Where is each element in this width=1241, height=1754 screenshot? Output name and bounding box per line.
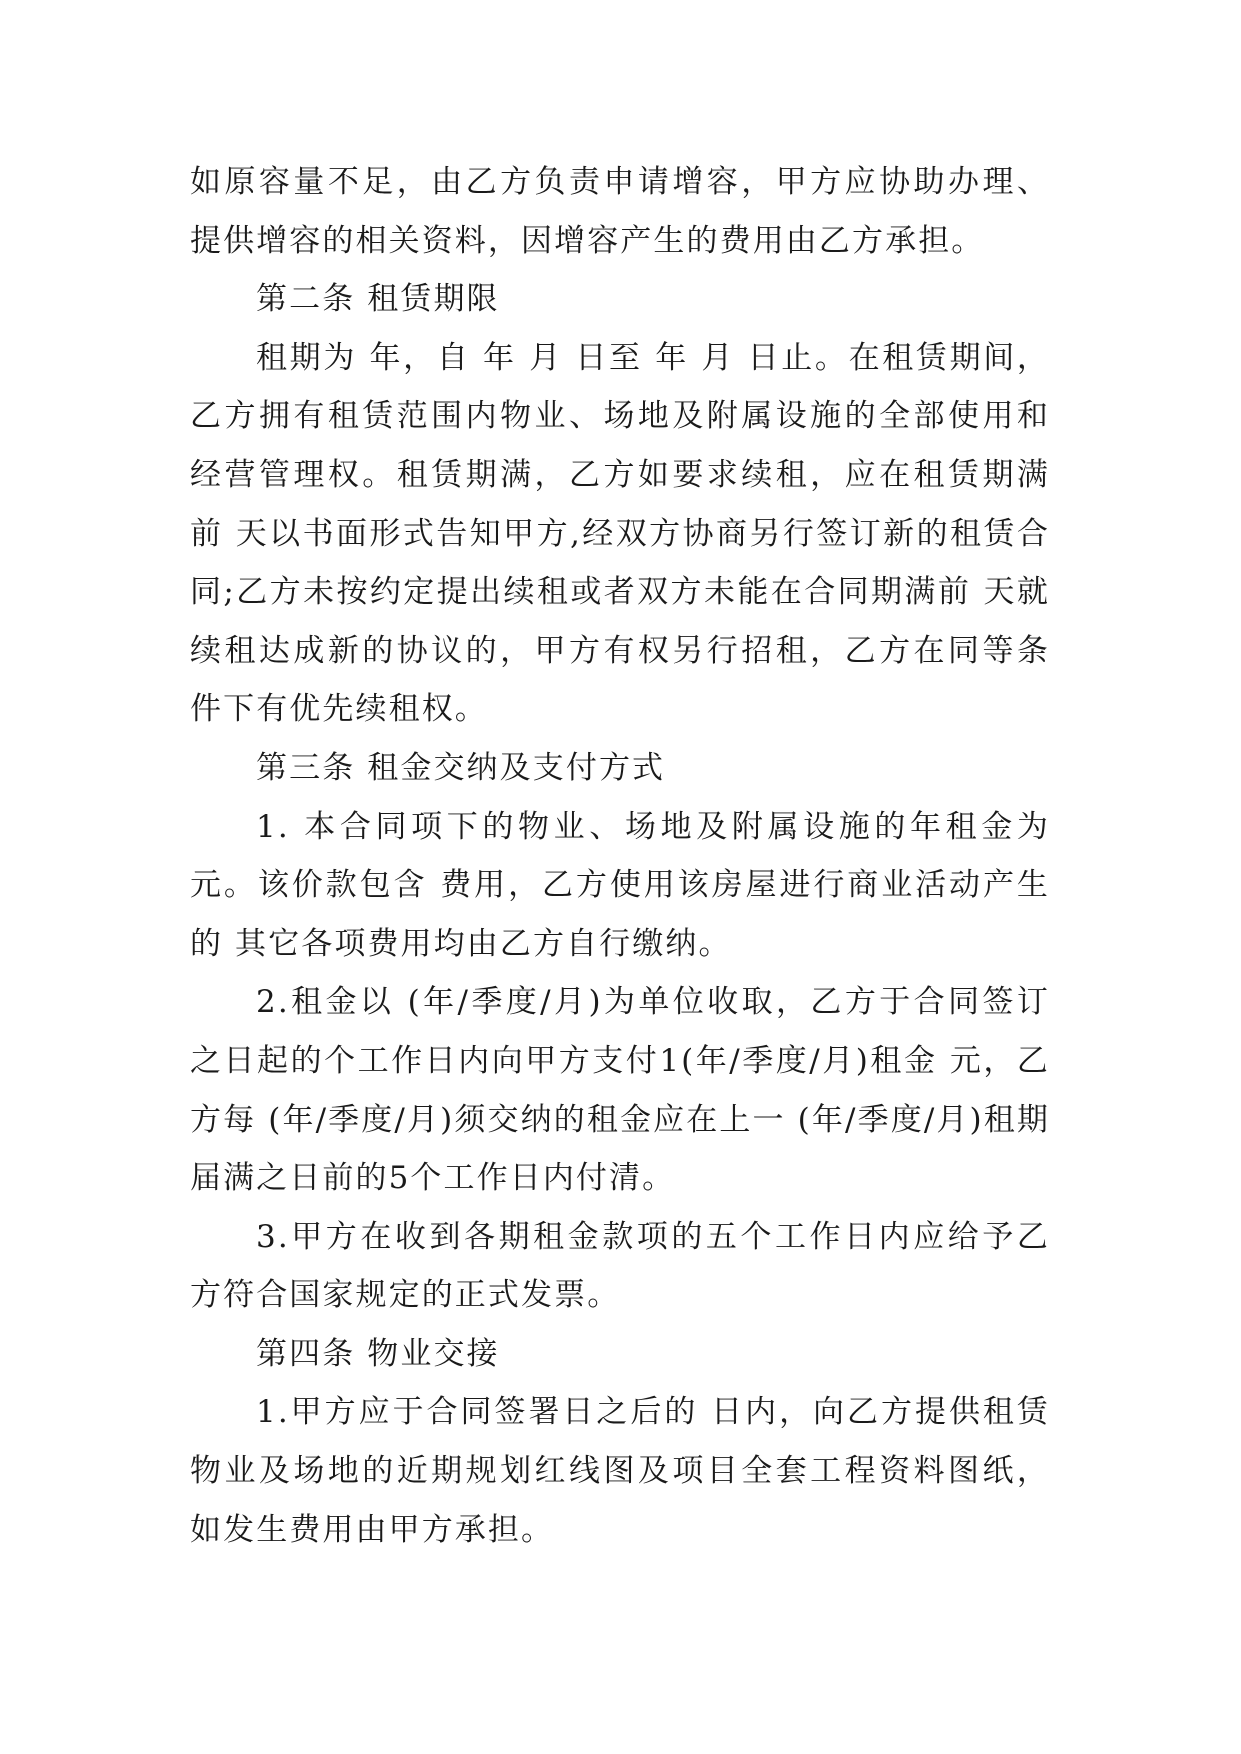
paragraph-rent-payment: 2.租金以 (年/季度/月)为单位收取，乙方于合同签订之日起的个工作日内向甲方支付1(年/季度/月)租金 元，乙方每 (年/季度/月)须交纳的租金应在上一 (年/季度/月)租期届满之日前的5个工作日内付清。: [190, 984, 1050, 1197]
document-body: [190, 153, 1050, 1559]
paragraph-capacity: 如原容量不足，由乙方负责申请增容，甲方应协助办理、提供增容的相关资料，因增容产生的费用由乙方承担。: [190, 164, 1050, 259]
heading-article-2: 第二条 租赁期限: [256, 281, 500, 318]
paragraph-handover: 1.甲方应于合同签署日之后的 日内，向乙方提供租赁物业及场地的近期规划红线图及项目全套工程资料图纸，如发生费用由甲方承担。: [190, 1394, 1050, 1548]
paragraph-lease-term: 租期为 年，自 年 月 日至 年 月 日止。在租赁期间，乙方拥有租赁范围内物业、场地及附属设施的全部使用和经营管理权。租赁期满，乙方如要求续租，应在租赁期满前 天以书面形式告知甲方,经双方协商另行签订新的租赁合同;乙方未按约定提出续租或者双方未能在合同期满前 天就续租达成新的协议的，甲方有权另行招租，乙方在同等条件下有优先续租权。: [190, 339, 1050, 728]
heading-article-4: 第四条 物业交接: [256, 1335, 500, 1372]
paragraph-rent-amount: 1. 本合同项下的物业、场地及附属设施的年租金为 元。该价款包含 费用，乙方使用该房屋进行商业活动产生的 其它各项费用均由乙方自行缴纳。: [190, 808, 1050, 962]
heading-article-3: 第三条 租金交纳及支付方式: [256, 749, 666, 786]
paragraph-invoice: 3.甲方在收到各期租金款项的五个工作日内应给予乙方符合国家规定的正式发票。: [190, 1218, 1050, 1314]
